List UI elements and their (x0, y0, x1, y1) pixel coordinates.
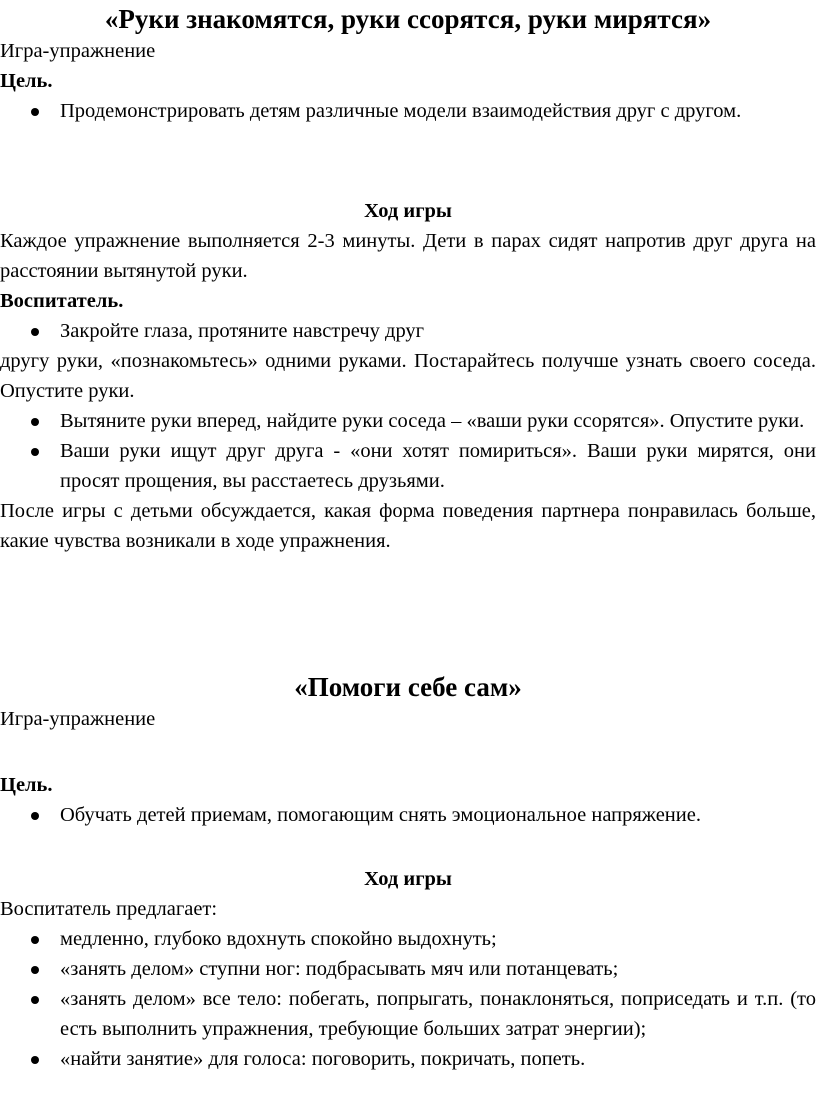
game1-title: «Руки знакомятся, руки ссорятся, руки мирятся» (104, 4, 712, 34)
list-item (0, 924, 816, 954)
list-item (0, 1044, 816, 1074)
game1-progress-heading: Ход игры (364, 200, 452, 222)
bullet-icon (31, 1056, 39, 1064)
game1-step1-list (0, 316, 816, 346)
game2-step-text: медленно, глубоко вдохнуть спокойно выдохнуть; (60, 928, 497, 950)
game1-step-text: Вытяните руки вперед, найдите руки соседа – «ваши руки ссорятся». Опустите руки. (60, 410, 805, 432)
list-item (0, 984, 816, 1044)
list-item (0, 800, 816, 830)
game2-intro: Воспитатель предлагает: (0, 898, 218, 920)
game2-progress-heading: Ход игры (364, 868, 452, 890)
game2-goal-list (0, 800, 816, 830)
list-item (0, 406, 816, 436)
game1-teacher-label: Воспитатель. (0, 290, 124, 312)
bullet-icon (31, 812, 39, 820)
bullet-icon (31, 418, 39, 426)
list-item (0, 436, 816, 496)
game2-step-text: «найти занятие» для голоса: поговорить, покричать, попеть. (60, 1048, 586, 1070)
game1-intro: Каждое упражнение выполняется 2-3 минуты. Дети в парах сидят напротив друг друга на расстоянии вытянутой руки. (0, 230, 816, 282)
game1-subtitle: Игра-упражнение (0, 40, 156, 62)
game1-steps-list (0, 406, 816, 496)
game1-section (0, 2, 816, 126)
game2-steps-list (0, 924, 816, 1074)
bullet-icon (31, 966, 39, 974)
game1-goal-list (0, 96, 816, 126)
list-item (0, 954, 816, 984)
game2-goal (0, 770, 816, 830)
bullet-icon (31, 328, 39, 336)
game2-goal-text: Обучать детей приемам, помогающим снять эмоциональное напряжение. (60, 804, 701, 826)
game1-progress (0, 196, 816, 556)
game2-goal-label: Цель. (0, 774, 53, 796)
game1-step1-text: Закройте глаза, протяните навстречу друг (60, 320, 425, 342)
game1-conclusion: После игры с детьми обсуждается, какая форма поведения партнера понравилась больше, какие чувства возникали в ходе упражнения. (0, 500, 816, 552)
game2-subtitle: Игра-упражнение (0, 708, 156, 730)
list-item (0, 96, 816, 126)
game2-title: «Помоги себе сам» (294, 672, 522, 702)
game2-step-text: «занять делом» ступни ног: подбрасывать мяч или потанцевать; (60, 958, 619, 980)
game1-step1-continuation: другу руки, «познакомьтесь» одними руками. Постарайтесь получше узнать своего соседа. Опустите руки. (0, 350, 816, 402)
bullet-icon (31, 108, 39, 116)
list-item (0, 316, 816, 346)
game2-section (0, 670, 816, 734)
game1-goal-text: Продемонстрировать детям различные модели взаимодействия друг с другом. (60, 100, 742, 122)
game1-goal-label: Цель. (0, 70, 53, 92)
game2-progress (0, 864, 816, 1074)
game2-step-text: «занять делом» все тело: побегать, попрыгать, понаклоняться, поприседать и т.п. (то есть выполнить упражнения, требующие больших затрат энергии); (60, 988, 816, 1040)
bullet-icon (31, 448, 39, 456)
bullet-icon (31, 996, 39, 1004)
bullet-icon (31, 936, 39, 944)
game1-step-text: Ваши руки ищут друг друга - «они хотят помириться». Ваши руки мирятся, они просят прощения, вы расстаетесь друзьями. (60, 440, 816, 492)
